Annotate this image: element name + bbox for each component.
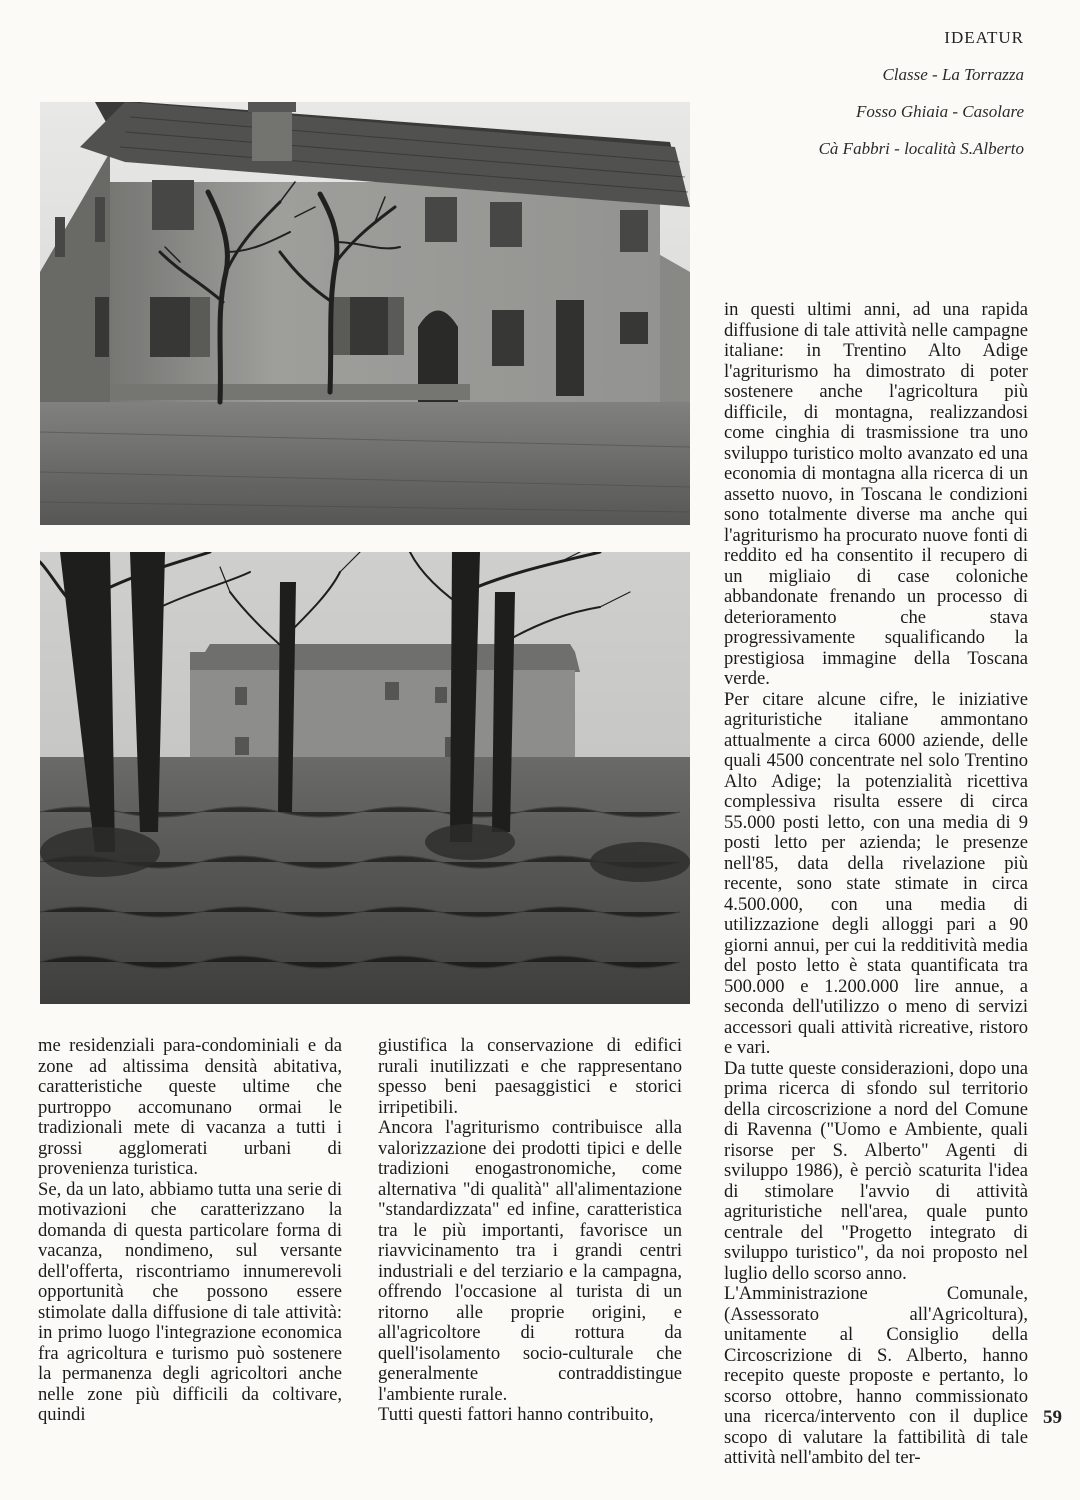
paragraph: me residenziali para-condominiali e da zone ad altissima densità abitativa, caratteristiche queste ultime che purtroppo accomunano ormai le tradizionali mete di vacanza a tutti i grossi agglomerati urbani di provenienza turistica. bbox=[38, 1035, 342, 1179]
caption-2: Fosso Ghiaia - Casolare bbox=[856, 102, 1024, 121]
paragraph: L'Amministrazione Comunale, (Assessorato all'Agricoltura), unitamente al Consiglio della Circoscrizione di S. Alberto, hanno recepito queste proposte e pertanto, lo scorso ottobre, hanno commissionato una ricerca/intervento con il duplice scopo di valutare la fattibilità di tale attività nell'ambito del ter- bbox=[724, 1283, 1028, 1468]
paragraph: giustifica la conservazione di edifici rurali inutilizzati e che rappresentano spesso beni paesaggistici e storici irripetibili. bbox=[378, 1035, 682, 1118]
text-column-middle bbox=[378, 1036, 682, 1426]
page-number: 59 bbox=[1043, 1407, 1062, 1428]
paragraph: Per citare alcune cifre, le iniziative agrituristiche italiane ammontano attualmente a circa 6000 aziende, delle quali 4500 concentrate nel solo Trentino Alto Adige; la potenzialità ricettiva complessiva risulta essere di circa 55.000 posti letto, con una media di 9 posti letto per azienda; le presenze nell'85, data della rivelazione più recente, sono state stimate in circa 4.500.000, con una media di utilizzazione degli alloggi pari a 90 giorni annui, per cui la redditività media del posto letto è stata quantificata tra 500.000 e 1.200.000 lire annue, a seconda dell'utilizzo o meno di servizi accessori quali attività ricreative, ristoro e vari. bbox=[724, 688, 1028, 1058]
photo-captions bbox=[819, 64, 1024, 175]
photo-farmhouse bbox=[40, 102, 690, 525]
caption-1: Classe - La Torrazza bbox=[882, 65, 1024, 84]
caption-3: Cà Fabbri - località S.Alberto bbox=[818, 139, 1024, 158]
text-column-left bbox=[38, 1036, 342, 1426]
paragraph: in questi ultimi anni, ad una rapida diffusione di tale attività nelle campagne italiane: in Trentino Alto Adige l'agriturismo ha dimostrato di poter sostenere anche l'agricoltura più difficile, di montagna, realizzandosi come cinghia di trasmissione tra uno sviluppo turistico molto avanzato ed una economia di montagna alla ricerca di un assetto nuovo, in Toscana le condizioni sono totalmente diverse ma anche qui l'agriturismo ha procurato nuove fonti di reddito ed ha consentito il recupero di un migliaio di case coloniche abbandonate frenando un processo di deterioramento che stava progressivamente squalificando la prestigiosa immagine della Toscana verde. bbox=[724, 299, 1028, 689]
text-column-right bbox=[724, 300, 1028, 1469]
paragraph: Tutti questi fattori hanno contribuito, bbox=[378, 1404, 654, 1425]
magazine-title: IDEATUR bbox=[944, 28, 1024, 47]
paragraph: Se, da un lato, abbiamo tutta una serie di motivazioni che caratterizzano la domanda di questa particolare forma di vacanza, nondimeno, sul versante dell'offerta, riscontriamo innumerevoli opportunità che possono essere stimolate dalla diffusione di tale attività: in primo luogo l'integrazione economica fra agricoltura e turismo può sostenere la permanenza degli agricoltori anche nelle zone più difficili da coltivare, quindi bbox=[38, 1178, 342, 1425]
paragraph: Da tutte queste considerazioni, dopo una prima ricerca di sfondo sul territorio della circoscrizione a nord del Comune di Ravenna ("Uomo e Ambiente, quali risorse per S. Alberto" Agenti di sviluppo 1986), è perciò scaturita l'idea di stimolare l'avvio di attività agrituristiche nell'area, quale punto centrale del "Progetto integrato di sviluppo turistico", da noi proposto nel luglio dello scorso anno. bbox=[724, 1057, 1028, 1284]
paragraph: Ancora l'agriturismo contribuisce alla valorizzazione dei prodotti tipici e delle tradizioni enogastronomiche, come alternativa "di qualità" all'alimentazione "standardizzata" ed infine, caratteristica tra le più importanti, favorisce un riavvicinamento tra i grandi centri industriali e del terziario e la campagna, offrendo l'occasione al turista di un ritorno alle proprie origini, e all'agricoltore di rottura da quell'isolamento socio-culturale che generalmente contraddistingue l'ambiente rurale. bbox=[378, 1117, 682, 1405]
photo-farmhouse-trees bbox=[40, 552, 690, 1004]
